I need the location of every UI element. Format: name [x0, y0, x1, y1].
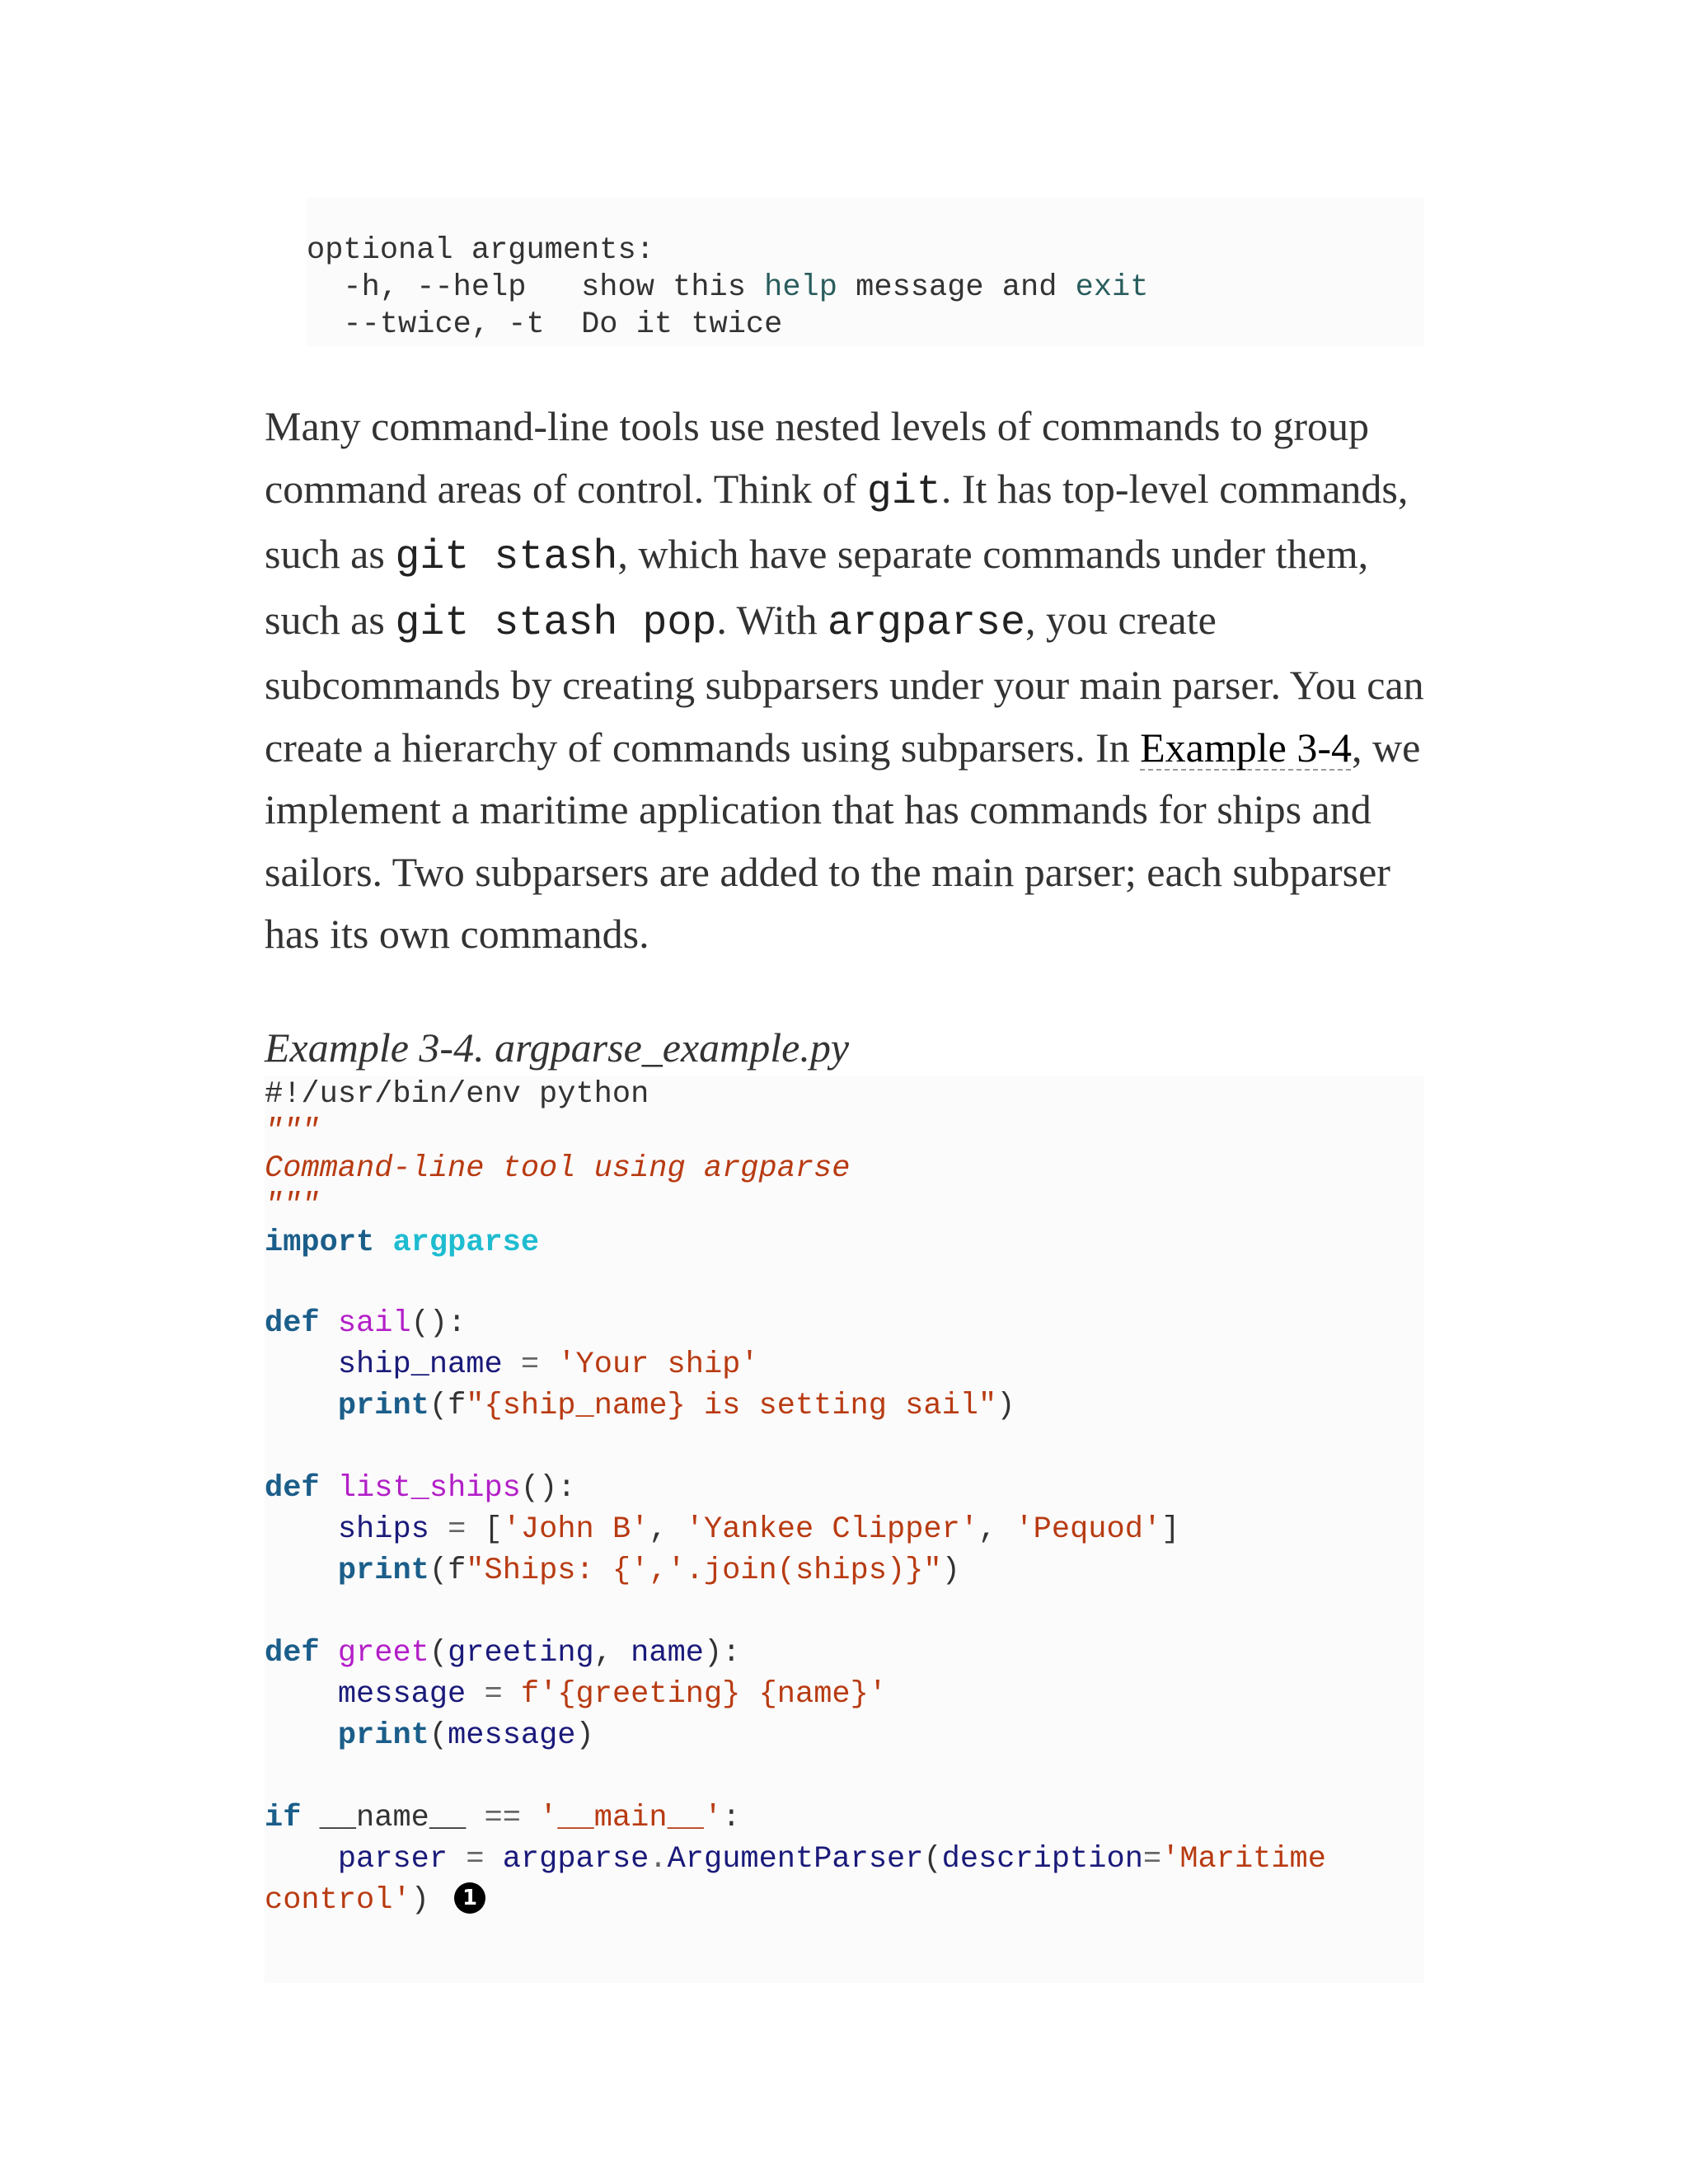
code-string: 'Your ship' — [557, 1347, 759, 1382]
help-flag-h: -h, --help — [343, 270, 527, 305]
code-string: "{ship_name} is setting sail" — [466, 1389, 997, 1423]
code-string: "Ships: {','.join(ships)}" — [466, 1554, 942, 1588]
code-line: print(f"Ships: {','.join(ships)}") — [337, 1554, 960, 1588]
code-function-name: sail — [337, 1306, 411, 1341]
para-text-5: , you create subcommands by creating subparsers under your main parser. You can create a hierarchy of commands using subparsers. In — [265, 596, 1424, 771]
example-caption: Example 3-4. argparse_example.py — [265, 1019, 1424, 1080]
help-desc-h: show this — [581, 270, 765, 305]
code-line: print(f"{ship_name} is setting sail") — [337, 1389, 1015, 1423]
para-text-3: , which have separate commands under them, such as — [265, 531, 1369, 643]
code-keyword: if — [265, 1801, 302, 1835]
para-text-2: . It has top-level commands, such as — [265, 465, 1409, 577]
code-line — [265, 1225, 1326, 1262]
code-blank-line — [265, 1756, 1326, 1797]
inline-code-git-stash-pop: git stash pop — [395, 599, 717, 647]
para-text-1: Many command-line tools use nested levels of commands to group command areas of control. Think of — [265, 403, 1370, 512]
code-variable: greeting — [448, 1636, 594, 1671]
help-output-block — [307, 198, 1424, 346]
help-output-text — [307, 232, 1148, 344]
code-variable: parser — [337, 1842, 448, 1877]
help-desc-twice: Do it twice — [581, 307, 783, 342]
code-line: parser = argparse.ArgumentParser(description='Maritime — [337, 1842, 1326, 1877]
code-keyword: print — [337, 1554, 429, 1588]
code-docstring-quote: """ — [265, 1114, 320, 1149]
inline-code-git: git — [866, 468, 941, 516]
code-line: message = f'{greeting} {name}' — [337, 1677, 888, 1712]
code-variable: name — [631, 1636, 704, 1671]
code-line: def sail(): — [265, 1306, 467, 1341]
para-text-4: . With — [716, 596, 828, 643]
help-builtin-help: help — [764, 270, 837, 305]
code-variable: message — [337, 1677, 467, 1712]
code-line: print(message) — [337, 1718, 594, 1753]
code-keyword: def — [265, 1306, 320, 1341]
code-line: def greet(greeting, name): — [265, 1636, 741, 1671]
example-crossref-link[interactable]: Example 3-4 — [1140, 724, 1352, 771]
code-line: def list_ships(): — [265, 1471, 576, 1506]
code-keyword: import — [265, 1226, 375, 1260]
code-string: '{greeting} {name}' — [539, 1677, 888, 1712]
code-function-name: list_ships — [337, 1471, 521, 1506]
code-variable: message — [448, 1718, 576, 1753]
code-variable: ship_name — [337, 1347, 503, 1382]
code-string: control' — [265, 1883, 411, 1918]
inline-code-git-stash: git stash — [395, 534, 618, 581]
code-string: 'Maritime — [1161, 1842, 1326, 1877]
callout-marker-icon[interactable]: 1 — [454, 1882, 485, 1914]
code-variable: ships — [337, 1512, 429, 1547]
code-dunder: __name__ — [319, 1801, 467, 1835]
code-keyword: print — [337, 1389, 429, 1423]
code-listing — [265, 1076, 1424, 1983]
code-docstring-quote: """ — [265, 1188, 320, 1223]
code-blank-line — [265, 1591, 1326, 1633]
code-line: ship_name = 'Your ship' — [337, 1347, 759, 1382]
code-line — [265, 1151, 1326, 1188]
code-class-name: ArgumentParser — [667, 1842, 924, 1877]
code-line — [265, 1113, 1326, 1151]
code-string: 'Yankee Clipper' — [685, 1512, 979, 1547]
code-line: control') 1 — [265, 1880, 1326, 1921]
code-string: '__main__' — [539, 1801, 723, 1835]
code-keyword: def — [265, 1636, 320, 1671]
help-desc-h-mid: message and — [837, 270, 1076, 305]
code-keyword: print — [337, 1718, 429, 1753]
code-string: 'Pequod' — [1015, 1512, 1162, 1547]
code-keyword: def — [265, 1471, 320, 1506]
code-function-name: greet — [337, 1636, 429, 1671]
code-docstring: Command-line tool using argparse — [265, 1151, 851, 1186]
code-line — [265, 1188, 1326, 1225]
code-module: argparse — [392, 1226, 540, 1260]
inline-code-argparse: argparse — [827, 599, 1026, 647]
body-paragraph — [265, 396, 1424, 966]
help-heading: optional arguments: — [307, 233, 654, 268]
code-shebang: #!/usr/bin/env python — [265, 1077, 649, 1112]
code-line — [265, 1076, 1326, 1113]
code-listing-text — [265, 1076, 1326, 1921]
code-variable: argparse — [502, 1842, 649, 1877]
help-flag-twice: --twice, -t — [343, 307, 545, 342]
code-blank-line — [265, 1427, 1326, 1468]
code-string: 'John B' — [502, 1512, 649, 1547]
code-variable: description — [941, 1842, 1143, 1877]
code-blank-line — [265, 1262, 1326, 1303]
para-text-6: , we implement a maritime application that has commands for ships and sailors. Two subparsers are added to the main parser; each subparser has its own commands. — [265, 724, 1421, 957]
code-line: ships = ['John B', 'Yankee Clipper', 'Pequod'] — [337, 1512, 1180, 1547]
help-builtin-exit: exit — [1075, 270, 1149, 305]
code-line: if __name__ == '__main__': — [265, 1801, 741, 1835]
